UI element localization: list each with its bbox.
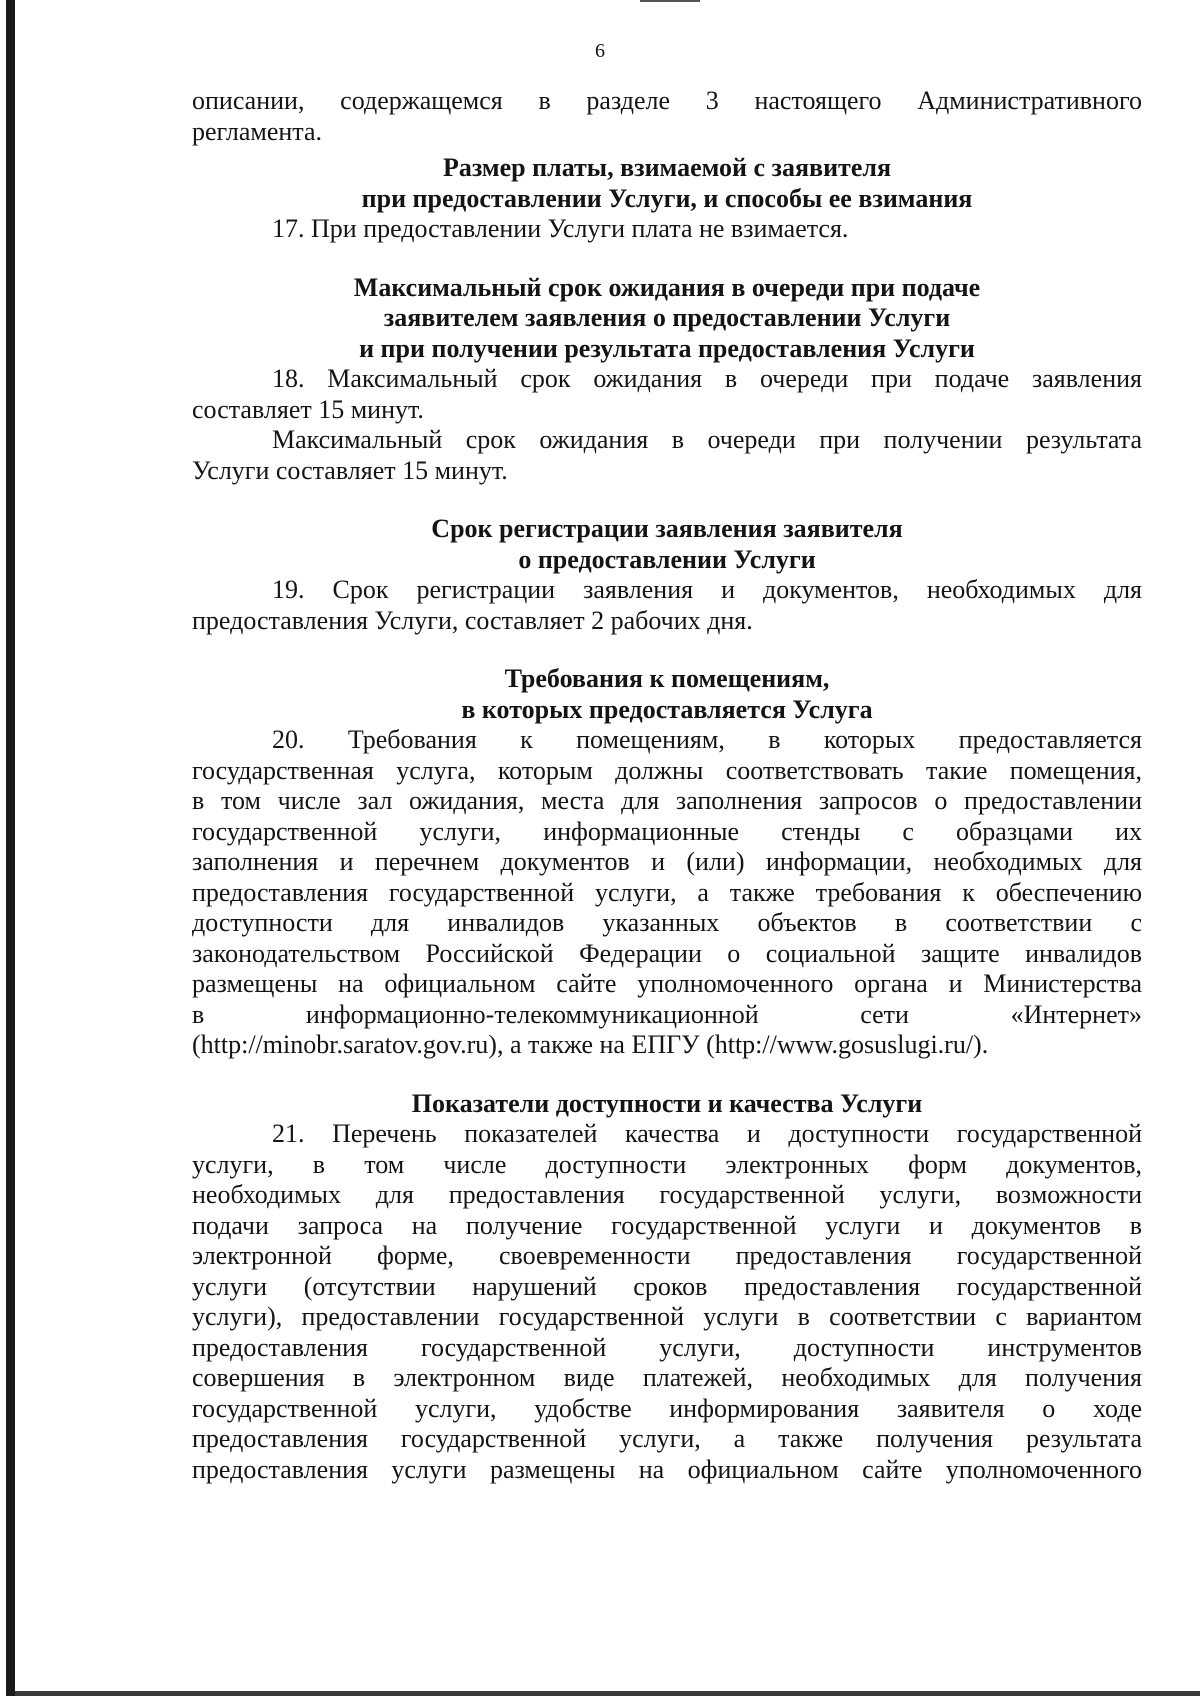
heading-line: Требования к помещениям, [504,664,830,693]
paragraph-line: описании, содержащемся в разделе 3 настоящего Административного [192,86,1142,115]
paragraph-line: Максимальный срок ожидания в очереди при получении результата [272,425,1142,454]
section-heading [192,664,1142,725]
paragraph [192,575,1142,636]
paragraph-line: предоставления государственной услуги, а также требования к обеспечению [192,877,1142,907]
paragraph [192,425,1142,486]
paragraph-line: государственная услуга, которым должны соответствовать такие помещения, [192,755,1142,785]
paragraph [192,214,1142,245]
paragraph-line: Услуги составляет 15 минут. [192,455,508,485]
paragraph-line: 21. Перечень показателей качества и доступности государственной [272,1119,1142,1148]
paragraph-line: предоставления государственной услуги, а также получения результата [192,1424,1142,1453]
heading-line: в которых предоставляется Услуга [461,694,873,724]
section-spacer [192,486,1142,514]
heading-line: о предоставлении Услуги [518,544,816,574]
heading-line: Показатели доступности и качества Услуги [411,1088,923,1118]
paragraph-line: услуги), предоставлении государственной услуги в соответствии с вариантом [192,1302,1142,1331]
scan-top-mark [640,0,700,2]
section-spacer [192,636,1142,664]
paragraph-line: 20. Требования к помещениям, в которых предоставляется [272,725,1142,754]
paragraph [192,1119,1142,1485]
document-body [192,86,1142,1485]
paragraph-line: услуги (отсутствии нарушений сроков предоставления государственной [192,1271,1142,1301]
paragraph-line: совершения в электронном виде платежей, необходимых для получения [192,1363,1142,1392]
paragraph-line: 17. При предоставлении Услуги плата не взимается. [272,214,849,243]
paragraph-line: подачи запроса на получение государственной услуги и документов в [192,1210,1142,1240]
paragraph-line: в том числе зал ожидания, места для заполнения запросов о предоставлении [192,786,1142,815]
paragraph-line: (http://minobr.saratov.gov.ru), а также на ЕПГУ (http://www.gosuslugi.ru/). [192,1030,989,1059]
paragraph-line: доступности для инвалидов указанных объектов в соответствии с [192,908,1142,937]
scan-left-edge [6,0,15,1696]
paragraph-line: государственной услуги, удобстве информирования заявителя о ходе [192,1393,1142,1423]
section-spacer [192,1061,1142,1089]
heading-line: при предоставлении Услуги, и способы ее взимания [361,183,973,213]
heading-line: заявителем заявления о предоставлении Услуги [383,303,951,332]
section-heading [192,153,1142,214]
paragraph-line: услуги, в том числе доступности электронных форм документов, [192,1149,1142,1179]
section-heading [192,1089,1142,1120]
heading-line: и при получении результата предоставления Услуги [359,333,975,363]
heading-line: Срок регистрации заявления заявителя [431,514,903,543]
paragraph [192,86,1142,147]
paragraph-line: 18. Максимальный срок ожидания в очереди при подаче заявления [272,364,1142,393]
paragraph-line: размещены на официальном сайте уполномоченного органа и Министерства [192,969,1142,998]
paragraph-line: предоставления государственной услуги, доступности инструментов [192,1332,1142,1362]
paragraph-line: государственной услуги, информационные стенды с образцами их [192,816,1142,846]
paragraph-line: в информационно-телекоммуникационной сети «Интернет» [192,999,1142,1029]
heading-line: Максимальный срок ожидания в очереди при подаче [353,272,981,302]
paragraph [192,364,1142,425]
paragraph-line: предоставления Услуги, составляет 2 рабочих дня. [192,605,753,635]
paragraph-line: регламента. [192,116,323,146]
paragraph-line: необходимых для предоставления государственной услуги, возможности [192,1180,1142,1209]
paragraph-line: электронной форме, своевременности предоставления государственной [192,1241,1142,1270]
paragraph-line: предоставления услуги размещены на официальном сайте уполномоченного [192,1454,1142,1484]
section-spacer [192,245,1142,273]
paragraph-line: заполнения и перечнем документов и (или) информации, необходимых для [192,847,1142,876]
paragraph-line: составляет 15 минут. [192,394,424,424]
paragraph-line: законодательством Российской Федерации о социальной защите инвалидов [192,938,1142,968]
page-number: 6 [595,40,605,62]
scan-bottom-edge [15,1691,1200,1696]
section-heading [192,273,1142,365]
heading-line: Размер платы, взимаемой с заявителя [442,153,892,182]
paragraph [192,725,1142,1061]
paragraph-line: 19. Срок регистрации заявления и документов, необходимых для [272,575,1142,604]
section-heading [192,514,1142,575]
